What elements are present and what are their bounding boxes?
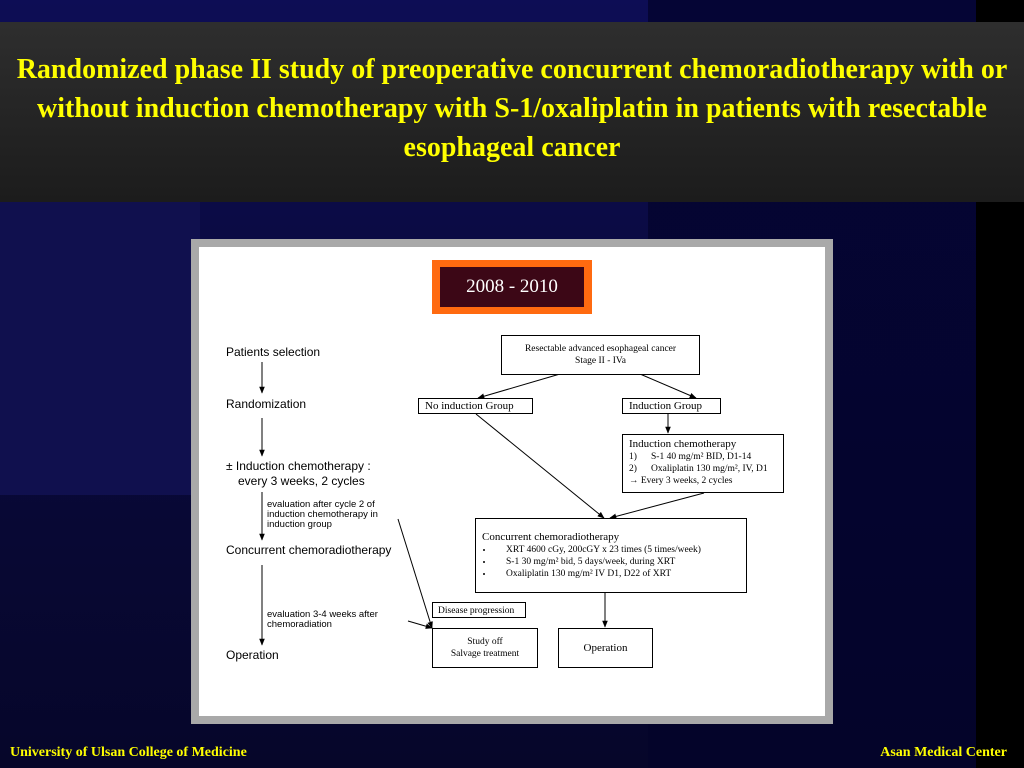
box-induction-chemotherapy xyxy=(622,434,784,493)
arrow-right-icon: → xyxy=(629,476,639,486)
box-operation: Operation xyxy=(558,628,653,668)
year-badge: 2008 - 2010 xyxy=(440,267,584,307)
study-off-line2: Salvage treatment xyxy=(450,649,520,659)
step-patients-selection: Patients selection xyxy=(226,345,321,359)
footer-university: University of Ulsan College of Medicine xyxy=(10,745,247,760)
concurrent-crt-item-s1: • S-1 30 mg/m² bid, 5 days/week, during XRT xyxy=(494,556,746,568)
induction-chemo-item-1: 1) S-1 40 mg/m² BID, D1-14 xyxy=(629,452,752,462)
step-induction-line1: ± Induction chemotherapy : xyxy=(226,459,371,473)
step-induction-line2: every 3 weeks, 2 cycles xyxy=(238,474,365,488)
footer-medical-center: Asan Medical Center xyxy=(880,745,1007,760)
concurrent-crt-item-xrt: • XRT 4600 cGy, 200cGY x 23 times (5 times/week) xyxy=(494,544,746,556)
note-eval-cycle2 xyxy=(267,500,378,530)
concurrent-crt-item-oxaliplatin: • Oxaliplatin 130 mg/m² IV D1, D22 of XRT xyxy=(494,568,746,580)
resectable-line2: Stage II - IVa xyxy=(575,356,626,366)
arrow-eval-weeks-to-studyoff xyxy=(408,621,432,628)
box-study-off xyxy=(432,628,538,668)
note-eval-weeks-l1: evaluation 3-4 weeks after xyxy=(267,609,378,620)
box-disease-progression: Disease progression xyxy=(432,602,526,618)
arrow-resectable-to-induction xyxy=(640,374,696,398)
induction-chemo-note: → Every 3 weeks, 2 cycles xyxy=(629,476,733,486)
concurrent-crt-title: Concurrent chemoradiotherapy xyxy=(482,531,620,543)
induction-chemo-title: Induction chemotherapy xyxy=(629,438,737,450)
box-resectable-cancer xyxy=(501,335,700,375)
arrow-eval-cycle2-to-studyoff xyxy=(398,519,432,628)
note-eval-weeks xyxy=(267,610,378,630)
box-no-induction-group: No induction Group xyxy=(418,398,533,414)
step-concurrent: Concurrent chemoradiotherapy xyxy=(226,543,392,557)
arrow-resectable-to-noinduction xyxy=(478,374,560,398)
note-eval-cycle2-l2: induction chemotherapy in xyxy=(267,509,378,520)
slide-title: Randomized phase II study of preoperative concurrent chemoradiotherapy with or without induction chemotherapy with S-1/oxaliplatin in patients with resectable esophageal cancer xyxy=(16,54,1008,163)
arrow-chemo-to-crt xyxy=(610,493,704,518)
step-randomization: Randomization xyxy=(226,397,307,411)
step-operation: Operation xyxy=(226,648,279,662)
arrow-noinduction-to-crt xyxy=(476,414,604,518)
study-off-line1: Study off xyxy=(467,637,503,647)
resectable-line1: Resectable advanced esophageal cancer xyxy=(524,344,677,354)
note-eval-cycle2-l3: induction group xyxy=(267,519,332,530)
induction-chemo-item-2: 2) Oxaliplatin 130 mg/m², IV, D1 xyxy=(629,464,768,474)
box-concurrent-crt xyxy=(475,518,747,593)
note-eval-cycle2-l1: evaluation after cycle 2 of xyxy=(267,499,375,510)
box-induction-group: Induction Group xyxy=(622,398,721,414)
note-eval-weeks-l2: chemoradiation xyxy=(267,619,332,630)
